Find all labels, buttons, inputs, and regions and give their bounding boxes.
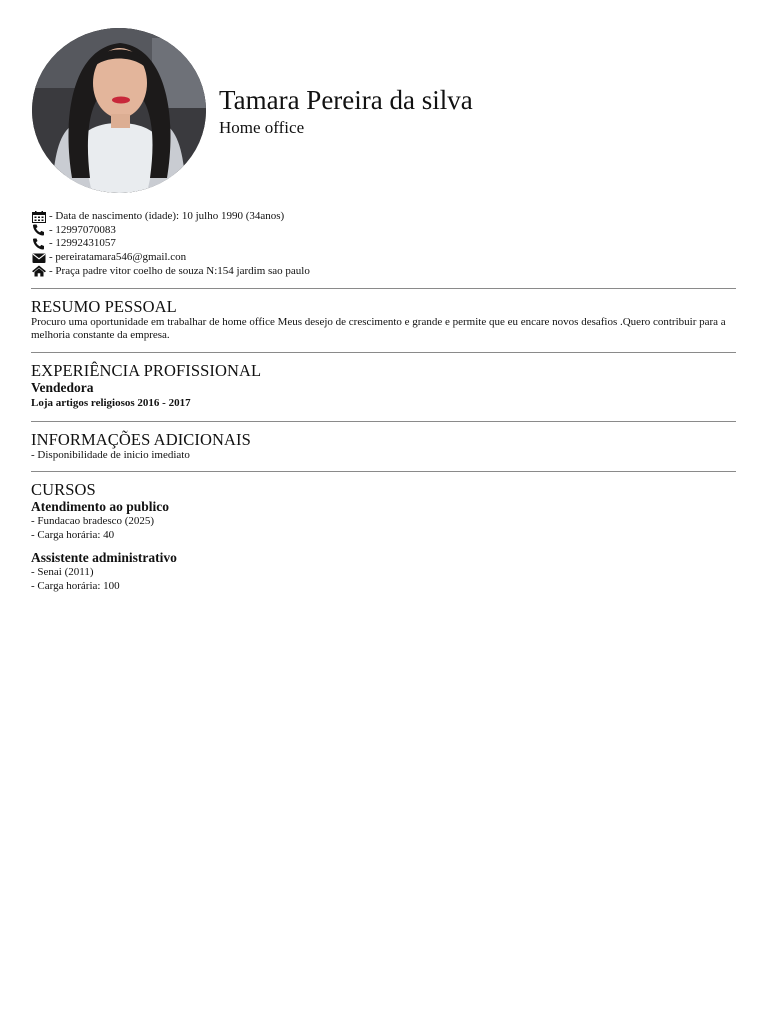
candidate-subtitle: Home office — [219, 118, 305, 137]
contact-address — [31, 264, 736, 278]
section-title-resumo: RESUMO PESSOAL — [31, 297, 177, 316]
candidate-name: Tamara Pereira da silva — [219, 85, 473, 115]
profile-photo-illustration — [32, 28, 206, 193]
course-line: - Carga horária: 40 — [31, 528, 115, 541]
section-title-experiencia: EXPERIÊNCIA PROFISSIONAL — [31, 361, 262, 380]
contact-birthdate — [31, 210, 736, 224]
profile-photo — [32, 28, 206, 193]
envelope-icon — [31, 252, 46, 264]
section-experiencia — [31, 361, 736, 410]
home-icon — [31, 265, 46, 277]
section-resumo — [31, 297, 736, 343]
contact-email-text[interactable]: - pereiratamara546@gmail.con — [49, 251, 187, 264]
course-item — [31, 499, 736, 542]
contact-phone-1-text[interactable]: - 12997070083 — [49, 223, 116, 236]
divider — [31, 352, 736, 353]
section-info — [31, 430, 736, 463]
contact-birthdate-text: - Data de nascimento (idade): 10 julho 1990 (34anos) — [49, 210, 285, 223]
contact-phone-2-text[interactable]: - 12992431057 — [49, 237, 116, 250]
experiencia-role: Vendedora — [31, 380, 94, 395]
phone-icon — [31, 224, 46, 236]
info-line: - Disponibilidade de inicio imediato — [31, 449, 190, 461]
section-title-info: INFORMAÇÕES ADICIONAIS — [31, 430, 251, 449]
resume-header — [31, 0, 736, 205]
contact-email — [31, 251, 736, 265]
contact-phone-1 — [31, 224, 736, 238]
calendar-icon — [31, 211, 46, 223]
resume-page — [31, 0, 736, 592]
resumo-text: Procuro uma oportunidade em trabalhar de home office Meus desejo de crescimento e grande e permite que eu encare novos desafios .Quero contribuir para a melhoria constante da empresa. — [31, 316, 726, 342]
course-title: Atendimento ao publico — [31, 499, 170, 514]
contact-address-text: - Praça padre vitor coelho de souza N:154 jardim sao paulo — [49, 264, 310, 277]
experiencia-place: Loja artigos religiosos 2016 - 2017 — [31, 397, 191, 409]
section-cursos — [31, 480, 736, 593]
divider — [31, 421, 736, 422]
contact-phone-2 — [31, 237, 736, 251]
contact-list — [31, 210, 736, 278]
phone-icon — [31, 238, 46, 250]
course-line: - Senai (2011) — [31, 566, 94, 578]
section-title-cursos: CURSOS — [31, 480, 96, 499]
course-title: Assistente administrativo — [31, 550, 177, 565]
course-line: - Fundacao bradesco (2025) — [31, 515, 155, 527]
course-line: - Carga horária: 100 — [31, 579, 120, 592]
divider — [31, 471, 736, 472]
divider — [31, 288, 736, 289]
course-item — [31, 550, 736, 593]
